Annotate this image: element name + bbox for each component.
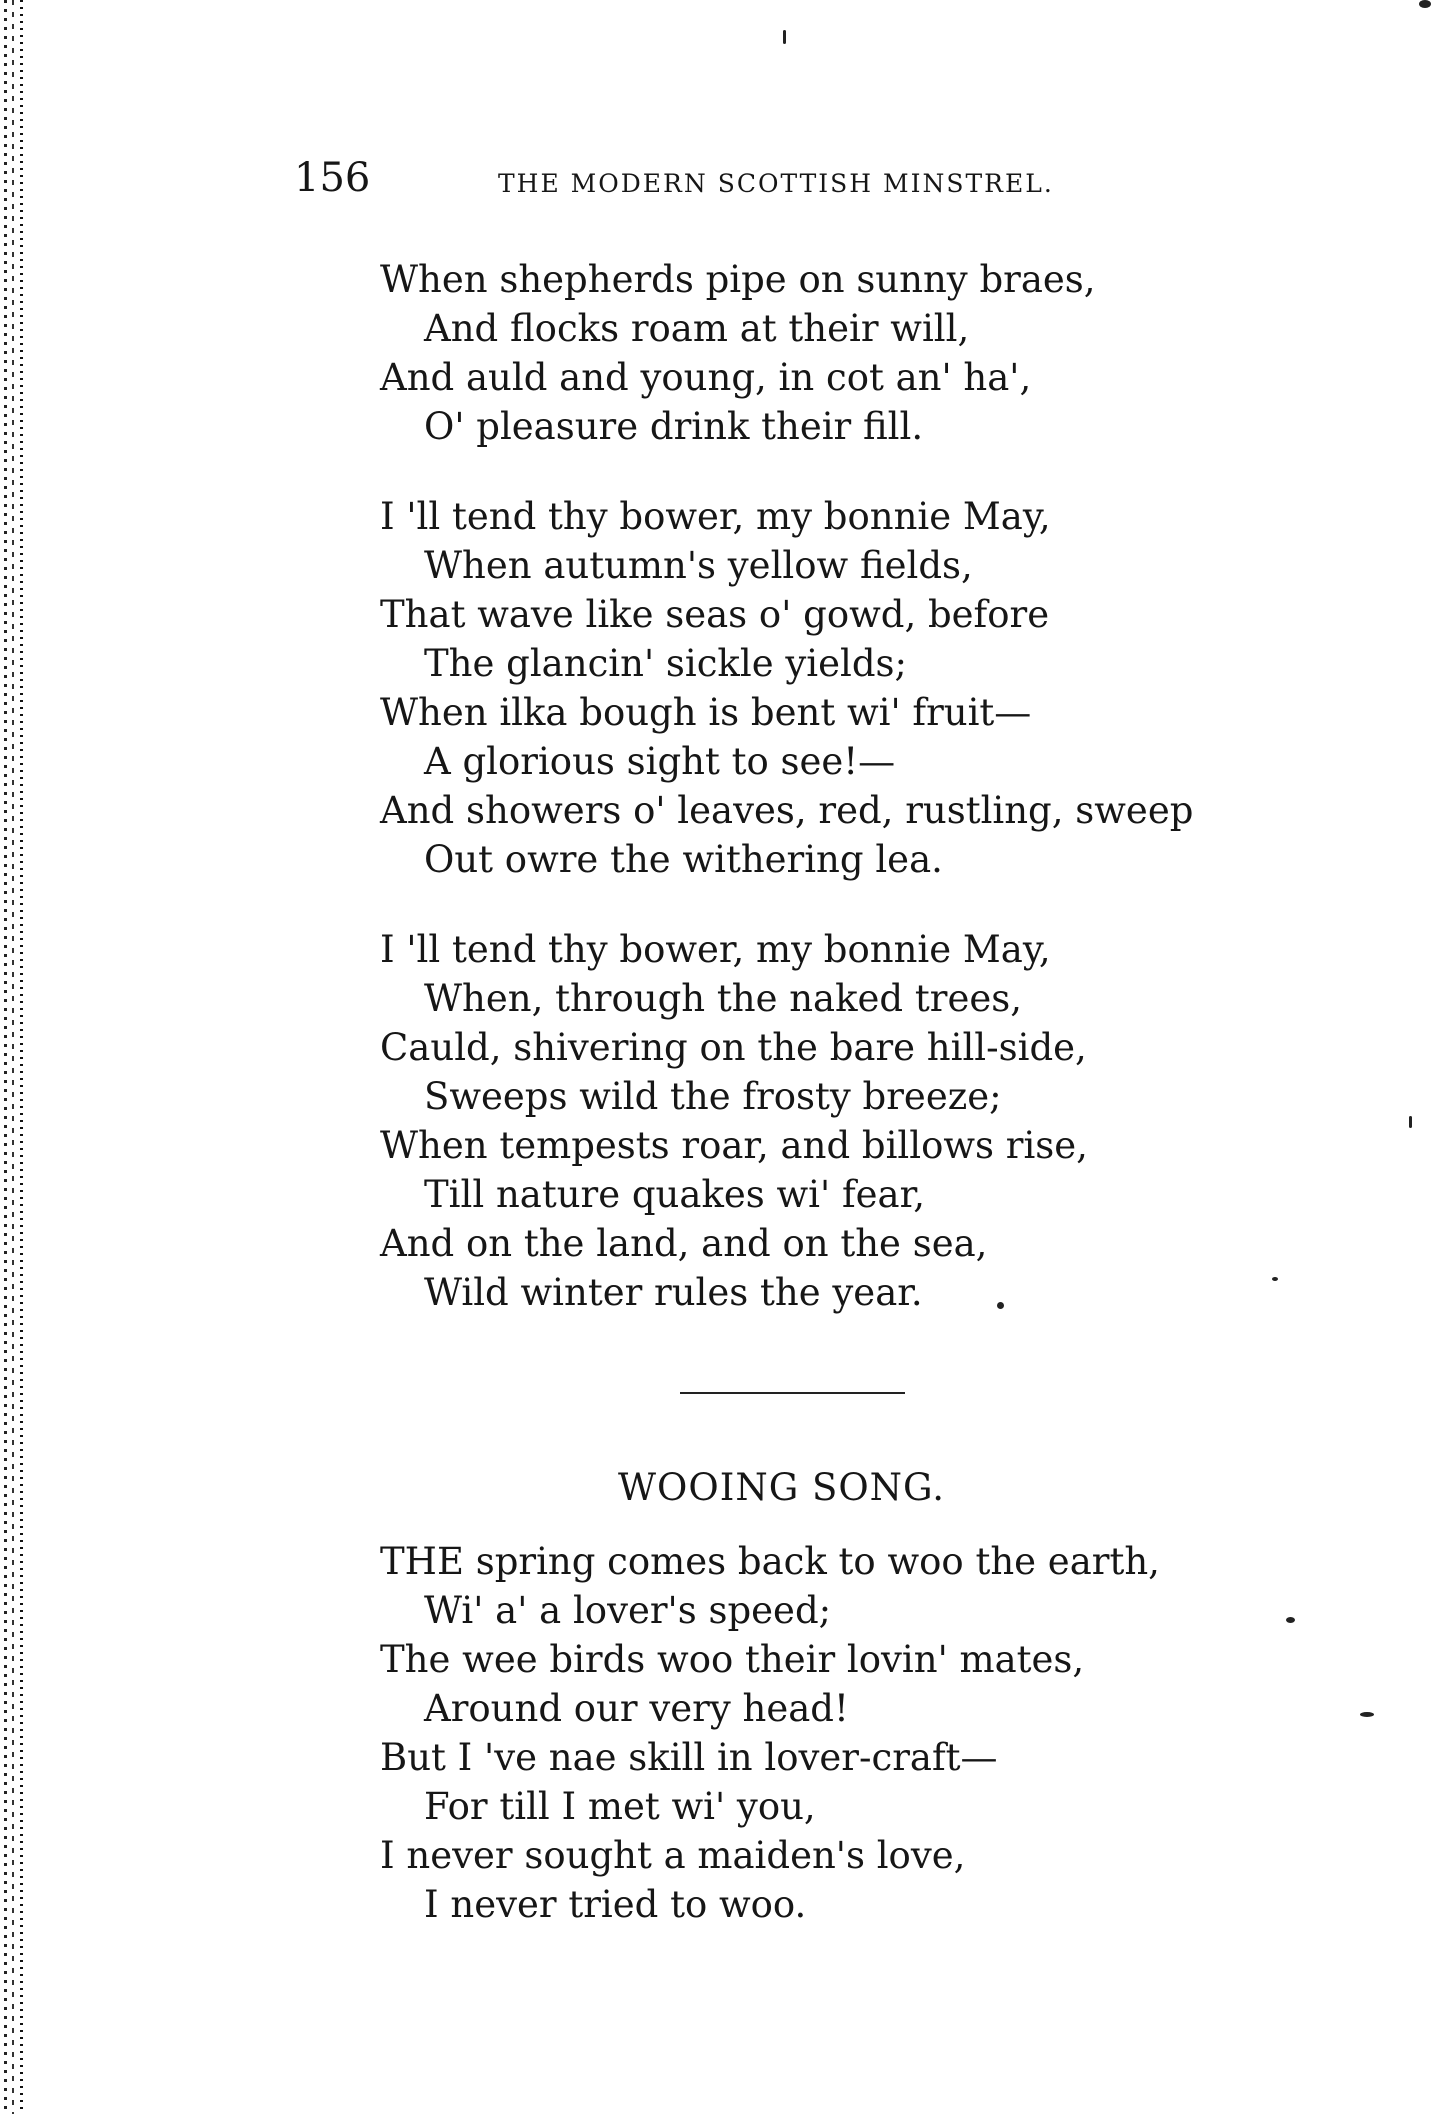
verse-line: And flocks roam at their will, (424, 307, 970, 350)
wooing-song-stanza (380, 1537, 1220, 1929)
book-binding-edge (0, 0, 30, 2114)
section-divider (680, 1392, 905, 1394)
verse-line: I 'll tend thy bower, my bonnie May, (380, 928, 1051, 971)
verse-line: But I 've nae skill in lover-craft— (380, 1736, 998, 1779)
running-title: THE MODERN SCOTTISH MINSTREL. (498, 169, 1054, 198)
ink-speck (1419, 0, 1431, 8)
ink-speck (997, 1302, 1004, 1309)
verse-line: Out owre the withering lea. (424, 838, 943, 881)
verse-line: When autumn's yellow fields, (424, 544, 973, 587)
verse-line: When ilka bough is bent wi' fruit— (380, 691, 1032, 734)
verse-line: That wave like seas o' gowd, before (380, 593, 1050, 636)
verse-line: The wee birds woo their lovin' mates, (380, 1638, 1085, 1681)
stanza-2 (380, 492, 1220, 884)
page-header (294, 155, 1094, 205)
ink-speck (1409, 1116, 1412, 1128)
verse-line: When, through the naked trees, (424, 977, 1022, 1020)
verse-line: I 'll tend thy bower, my bonnie May, (380, 495, 1051, 538)
verse-line: Around our very head! (424, 1687, 849, 1730)
verse-line: Till nature quakes wi' fear, (424, 1173, 925, 1216)
verse-line: When tempests roar, and billows rise, (380, 1124, 1088, 1167)
verse-line: And on the land, and on the sea, (380, 1222, 988, 1265)
verse-line: For till I met wi' you, (424, 1785, 816, 1828)
verse-line: THE spring comes back to woo the earth, (380, 1540, 1160, 1583)
verse-line: I never tried to woo. (424, 1883, 807, 1926)
verse-line: And showers o' leaves, red, rustling, sweep (380, 789, 1194, 832)
verse-line: A glorious sight to see!— (424, 740, 896, 783)
verse-line: Wild winter rules the year. (424, 1271, 923, 1314)
verse-line: Cauld, shivering on the bare hill-side, (380, 1026, 1087, 1069)
stanza-3 (380, 925, 1220, 1317)
ink-speck (1272, 1277, 1278, 1281)
verse-line: Sweeps wild the frosty breeze; (424, 1075, 1002, 1118)
verse-line: I never sought a maiden's love, (380, 1834, 966, 1877)
verse-line: Wi' a' a lover's speed; (424, 1589, 832, 1632)
verse-line: The glancin' sickle yields; (424, 642, 907, 685)
ink-speck (1360, 1712, 1374, 1717)
ink-speck (783, 30, 786, 44)
stanza-1 (380, 255, 1220, 451)
page-number: 156 (294, 155, 371, 201)
verse-line: When shepherds pipe on sunny braes, (380, 258, 1096, 301)
poem-title: WOOING SONG. (618, 1466, 946, 1509)
verse-line: And auld and young, in cot an' ha', (380, 356, 1032, 399)
verse-line: O' pleasure drink their fill. (424, 405, 924, 448)
ink-speck (1286, 1617, 1295, 1623)
